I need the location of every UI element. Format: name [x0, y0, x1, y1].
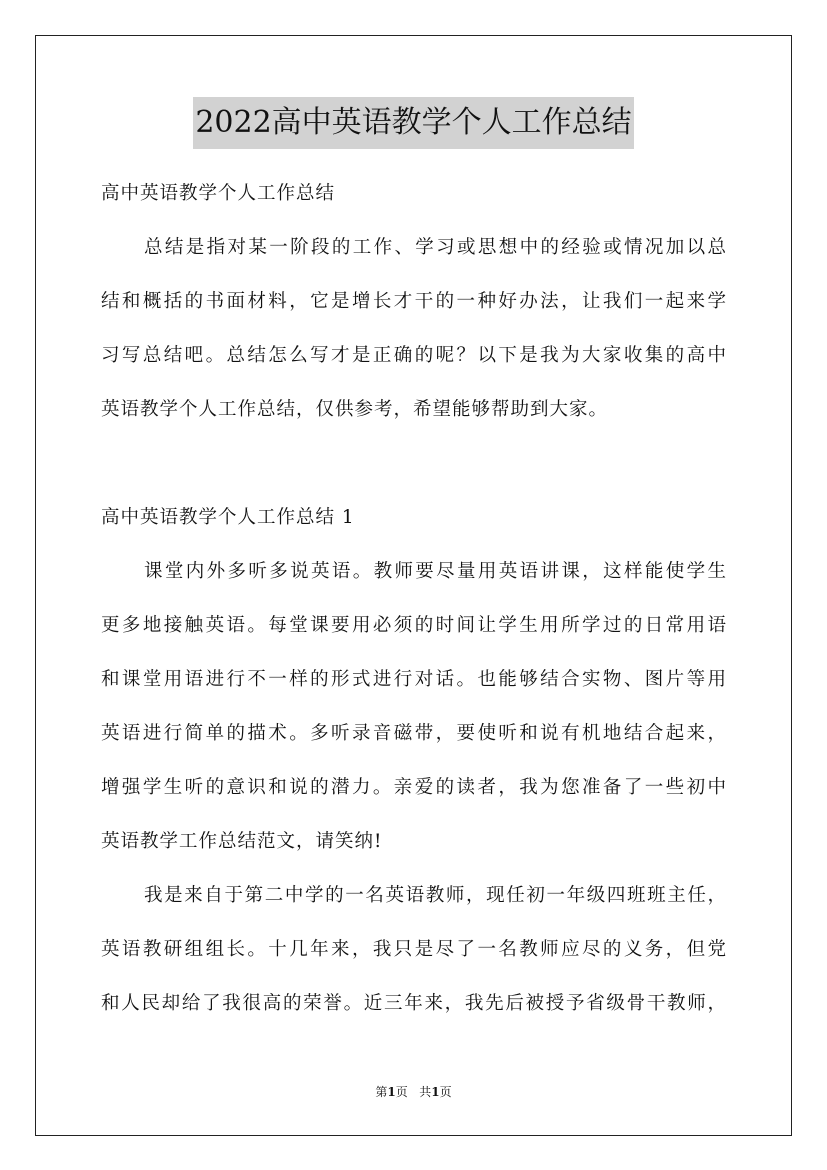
intro-line: 英语教学个人工作总结，仅供参考，希望能够帮助到大家。: [101, 399, 609, 420]
paragraph-line: 课堂内外多听多说英语。教师要尽量用英语讲课，这样能使学生: [144, 561, 727, 582]
intro-line: 结和概括的书面材料，它是增长才干的一种好办法，让我们一起来学: [101, 291, 727, 312]
page-footer: [0, 1083, 827, 1100]
paragraph-line: 更多地接触英语。每堂课要用必须的时间让学生用所学过的日常用语: [101, 615, 727, 636]
paragraph-line: 英语教研组组长。十几年来，我只是尽了一名教师应尽的义务，但党: [101, 939, 727, 960]
footer-total-number: 1: [431, 1085, 440, 1099]
paragraph-line: 我是来自于第二中学的一名英语教师，现任初一年级四班班主任，: [144, 885, 727, 906]
section-heading: 高中英语教学个人工作总结 1: [101, 507, 355, 528]
footer-page-number: 1: [387, 1085, 396, 1099]
footer-total-suffix: 页: [439, 1085, 452, 1099]
intro-line: 习写总结吧。总结怎么写才是正确的呢？以下是我为大家收集的高中: [101, 345, 727, 366]
footer-page-suffix: 页: [395, 1085, 408, 1099]
paragraph-line: 增强学生听的意识和说的潜力。亲爱的读者，我为您准备了一些初中: [101, 777, 727, 798]
paragraph-line: 英语进行简单的描术。多听录音磁带，要使听和说有机地结合起来，: [101, 723, 727, 744]
paragraph-line: 和课堂用语进行不一样的形式进行对话。也能够结合实物、图片等用: [101, 669, 727, 690]
paragraph-line: 和人民却给了我很高的荣誉。近三年来，我先后被授予省级骨干教师，: [101, 993, 727, 1014]
document-title: 2022高中英语教学个人工作总结: [193, 97, 633, 149]
footer-page-prefix: 第: [375, 1085, 388, 1099]
subtitle: 高中英语教学个人工作总结: [101, 183, 336, 204]
footer-total-prefix: 共: [419, 1085, 432, 1099]
title-container: [0, 97, 827, 149]
intro-line: 总结是指对某一阶段的工作、学习或思想中的经验或情况加以总: [144, 237, 727, 258]
paragraph-line: 英语教学工作总结范文，请笑纳!: [101, 831, 383, 852]
